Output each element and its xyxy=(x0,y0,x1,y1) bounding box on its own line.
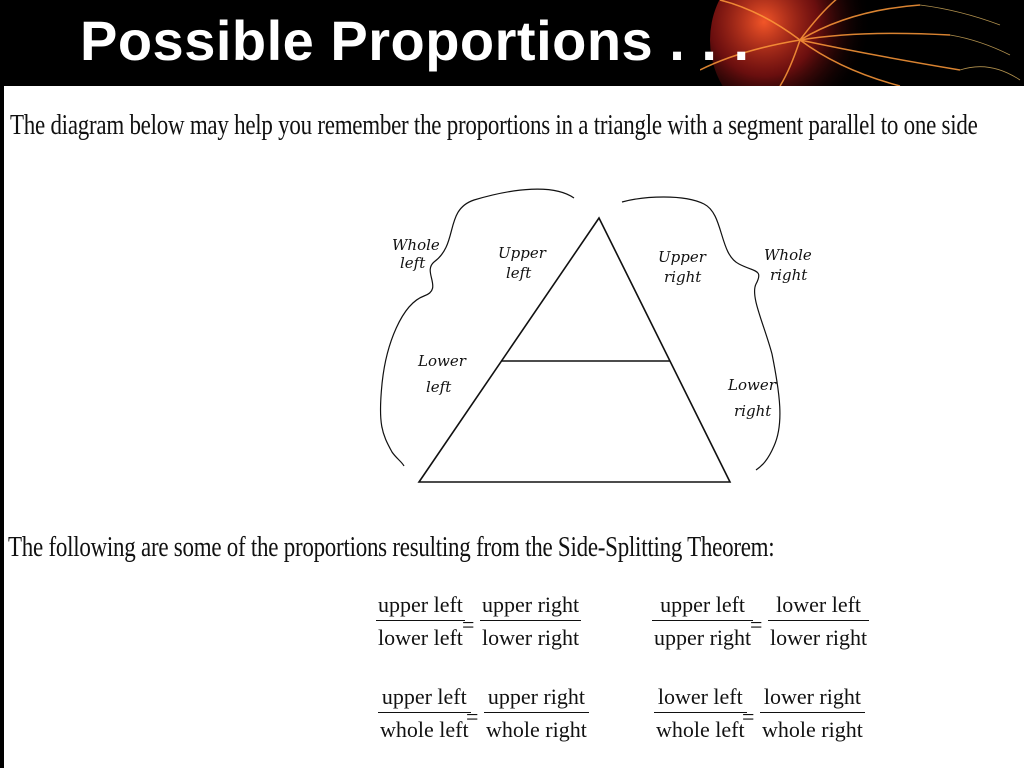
proportion-1-left-fraction xyxy=(376,592,465,651)
proportion-2-right-fraction xyxy=(768,592,869,651)
fraction-numerator: lower left xyxy=(654,684,747,713)
fraction-denominator: lower right xyxy=(482,625,580,650)
equals-sign: = xyxy=(466,704,479,729)
triangle-diagram xyxy=(364,184,834,504)
proportion-4-right-fraction xyxy=(760,684,865,743)
label-upper-left: Upper left xyxy=(498,244,546,282)
fraction-numerator: lower right xyxy=(760,684,865,713)
theorem-text: The following are some of the proportions resulting from the Side-Splitting Theorem: xyxy=(8,532,775,563)
proportion-2-left-fraction xyxy=(652,592,753,651)
label-upper-right: Upper right xyxy=(658,248,706,286)
proportion-4-left-fraction xyxy=(654,684,747,743)
fraction-numerator: upper left xyxy=(652,592,753,621)
fraction-denominator: whole right xyxy=(762,717,863,742)
label-whole-left: Whole left xyxy=(392,236,440,272)
right-brace-curve xyxy=(622,197,780,470)
fraction-denominator: lower right xyxy=(770,625,868,650)
label-lower-left: Lower left xyxy=(418,352,466,396)
proportion-1-right-fraction xyxy=(480,592,581,651)
proportion-3-left-fraction xyxy=(378,684,471,743)
equals-sign: = xyxy=(742,704,755,729)
fraction-denominator: whole left xyxy=(656,717,745,742)
proportion-3-right-fraction xyxy=(484,684,589,743)
fraction-numerator: upper left xyxy=(376,592,465,621)
intro-text: The diagram below may help you remember the proportions in a triangle with a segment parallel to one side xyxy=(10,110,978,141)
equals-sign: = xyxy=(750,612,763,637)
fraction-denominator: whole left xyxy=(380,717,469,742)
title-bar xyxy=(0,0,1024,86)
label-lower-right: Lower right xyxy=(728,376,776,420)
fraction-numerator: lower left xyxy=(768,592,869,621)
slide-content xyxy=(4,86,1024,768)
fraction-numerator: upper left xyxy=(378,684,471,713)
equals-sign: = xyxy=(462,612,475,637)
fraction-denominator: whole right xyxy=(486,717,587,742)
fraction-numerator: upper right xyxy=(484,684,589,713)
page-title: Possible Proportions . . . xyxy=(80,9,750,72)
left-brace-curve xyxy=(380,189,574,466)
label-whole-right: Whole right xyxy=(764,246,812,284)
fraction-numerator: upper right xyxy=(480,592,581,621)
fraction-denominator: upper right xyxy=(654,625,752,650)
fraction-denominator: lower left xyxy=(378,625,463,650)
